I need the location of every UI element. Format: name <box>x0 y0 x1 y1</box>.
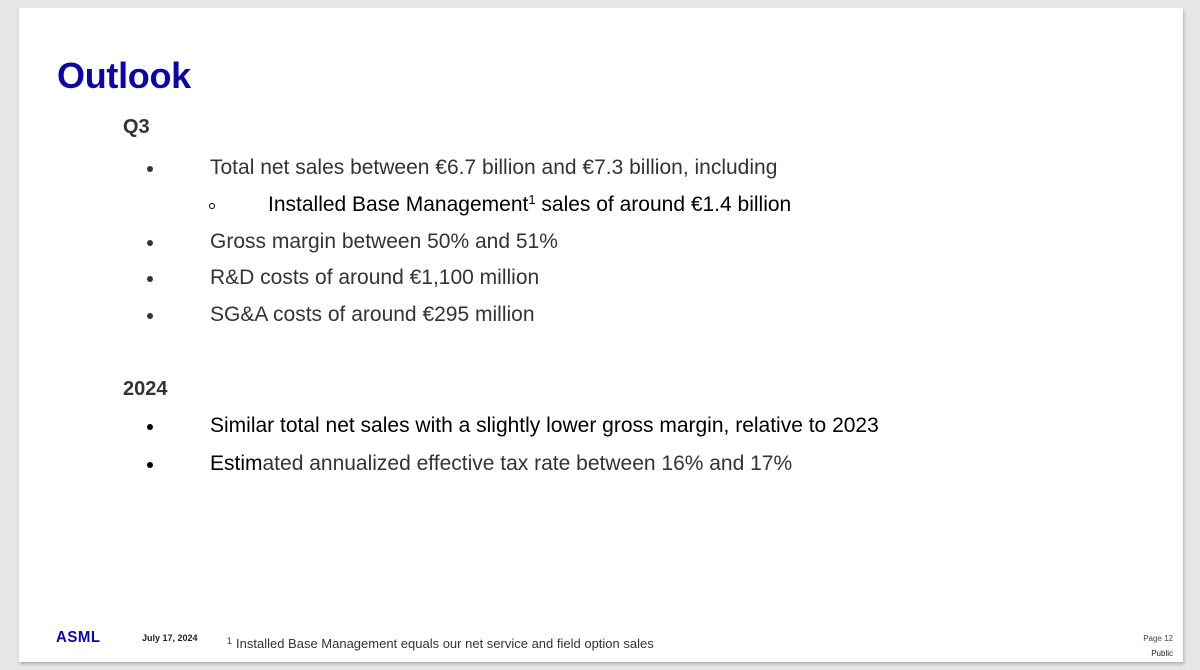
bullet-icon <box>147 240 153 246</box>
bullet-text: SG&A costs of around €295 million <box>210 303 535 326</box>
footnote-mark: 1 <box>227 636 233 646</box>
bullet-text-emphasis: Estim <box>210 452 263 475</box>
slide-title: Outlook <box>57 55 191 96</box>
bullet-icon <box>147 313 153 319</box>
asml-logo: ASML <box>56 628 101 647</box>
bullet-text: Similar total net sales with a slightly lower gross margin, relative to 2023 <box>210 414 879 437</box>
bullet-text-rest: ated annualized effective tax rate between 16% and 17% <box>262 452 793 475</box>
sub-bullet-text-after: sales of around €1.4 billion <box>535 193 792 216</box>
bullet-text: R&D costs of around €1,100 million <box>210 266 540 289</box>
bullet-text: Gross margin between 50% and 51% <box>210 230 558 253</box>
section-heading-2024: 2024 <box>123 378 168 400</box>
footnote <box>227 636 654 651</box>
bullet-icon <box>147 424 153 430</box>
sub-bullet-text-before: Installed Base Management <box>268 193 529 216</box>
section-heading-q3: Q3 <box>123 116 150 138</box>
bullet-text <box>210 452 792 476</box>
page-number: Page 12 <box>1143 634 1173 643</box>
footnote-text: Installed Base Management equals our net service and field option sales <box>236 636 654 651</box>
presentation-date: July 17, 2024 <box>142 633 198 643</box>
bullet-text: Total net sales between €6.7 billion and €7.3 billion, including <box>210 156 778 179</box>
hollow-circle-bullet-icon <box>209 203 215 209</box>
sub-bullet-text <box>268 193 791 217</box>
classification-label: Public <box>1151 649 1173 658</box>
bullet-icon <box>147 462 153 468</box>
bullet-icon <box>147 276 153 282</box>
bullet-icon <box>147 166 153 172</box>
footnote-superscript: 1 <box>528 192 536 207</box>
presentation-slide <box>19 8 1183 662</box>
